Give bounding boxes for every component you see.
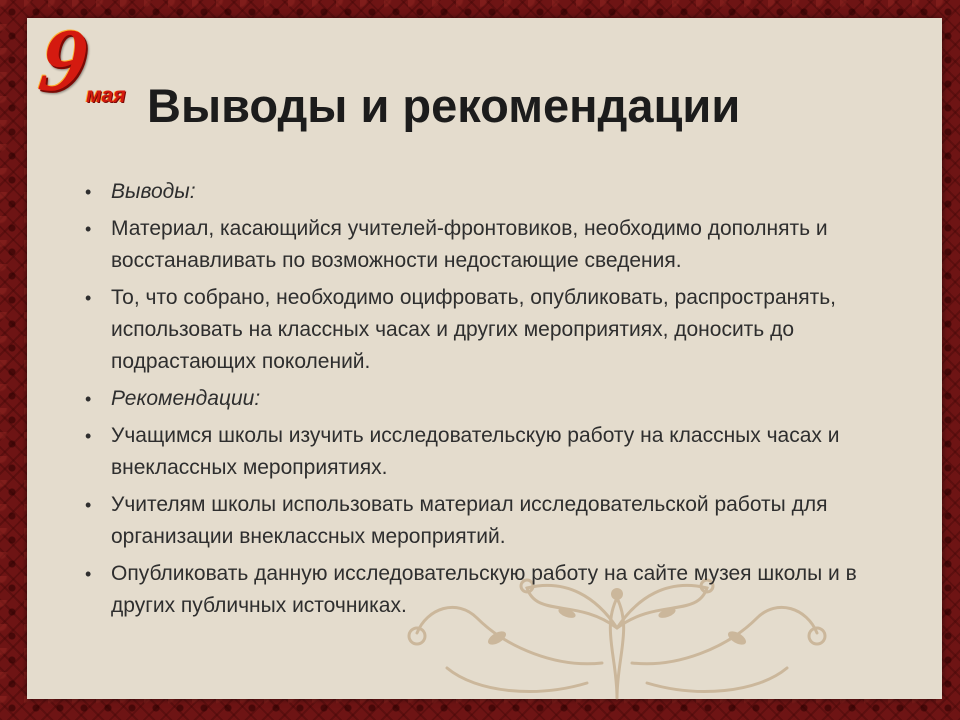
bullet-marker: • — [85, 219, 92, 239]
bullet-text: Выводы: — [111, 180, 196, 203]
bullet-item — [83, 282, 903, 378]
bullet-marker: • — [85, 288, 92, 308]
bullet-text: Рекомендации: — [111, 387, 261, 410]
bullet-text: Учителям школы использовать материал исследовательской работы для организации внеклассных мероприятий. — [111, 493, 828, 548]
bullet-marker: • — [85, 182, 92, 202]
bullet-marker: • — [85, 389, 92, 409]
bullet-text: Опубликовать данную исследовательскую работу на сайте музея школы и в других публичных источниках. — [111, 562, 857, 617]
logo-numeral: 9 — [34, 11, 94, 110]
bullet-list — [83, 176, 903, 627]
bullet-marker: • — [85, 564, 92, 584]
bullet-item — [83, 489, 903, 553]
bullet-item — [83, 420, 903, 484]
bullet-item — [83, 558, 903, 622]
bullet-marker: • — [85, 426, 92, 446]
bullet-text: Материал, касающийся учителей-фронтовиков, необходимо дополнять и восстанавливать по возможности недостающие сведения. — [111, 217, 828, 272]
bullet-item-conclusions-heading — [83, 176, 903, 208]
bullet-item-recommendations-heading — [83, 383, 903, 415]
bullet-marker: • — [85, 495, 92, 515]
bullet-text: Учащимся школы изучить исследовательскую работу на классных часах и внеклассных мероприятиях. — [111, 424, 840, 479]
bullet-item — [83, 213, 903, 277]
slide-title: Выводы и рекомендации — [147, 79, 741, 132]
bullet-text: То, что собрано, необходимо оцифровать, опубликовать, распространять, использовать на классных часах и других мероприятиях, доносить до подрастающих поколений. — [111, 286, 837, 373]
logo-word: мая — [86, 84, 126, 107]
slide-panel — [27, 11, 942, 699]
